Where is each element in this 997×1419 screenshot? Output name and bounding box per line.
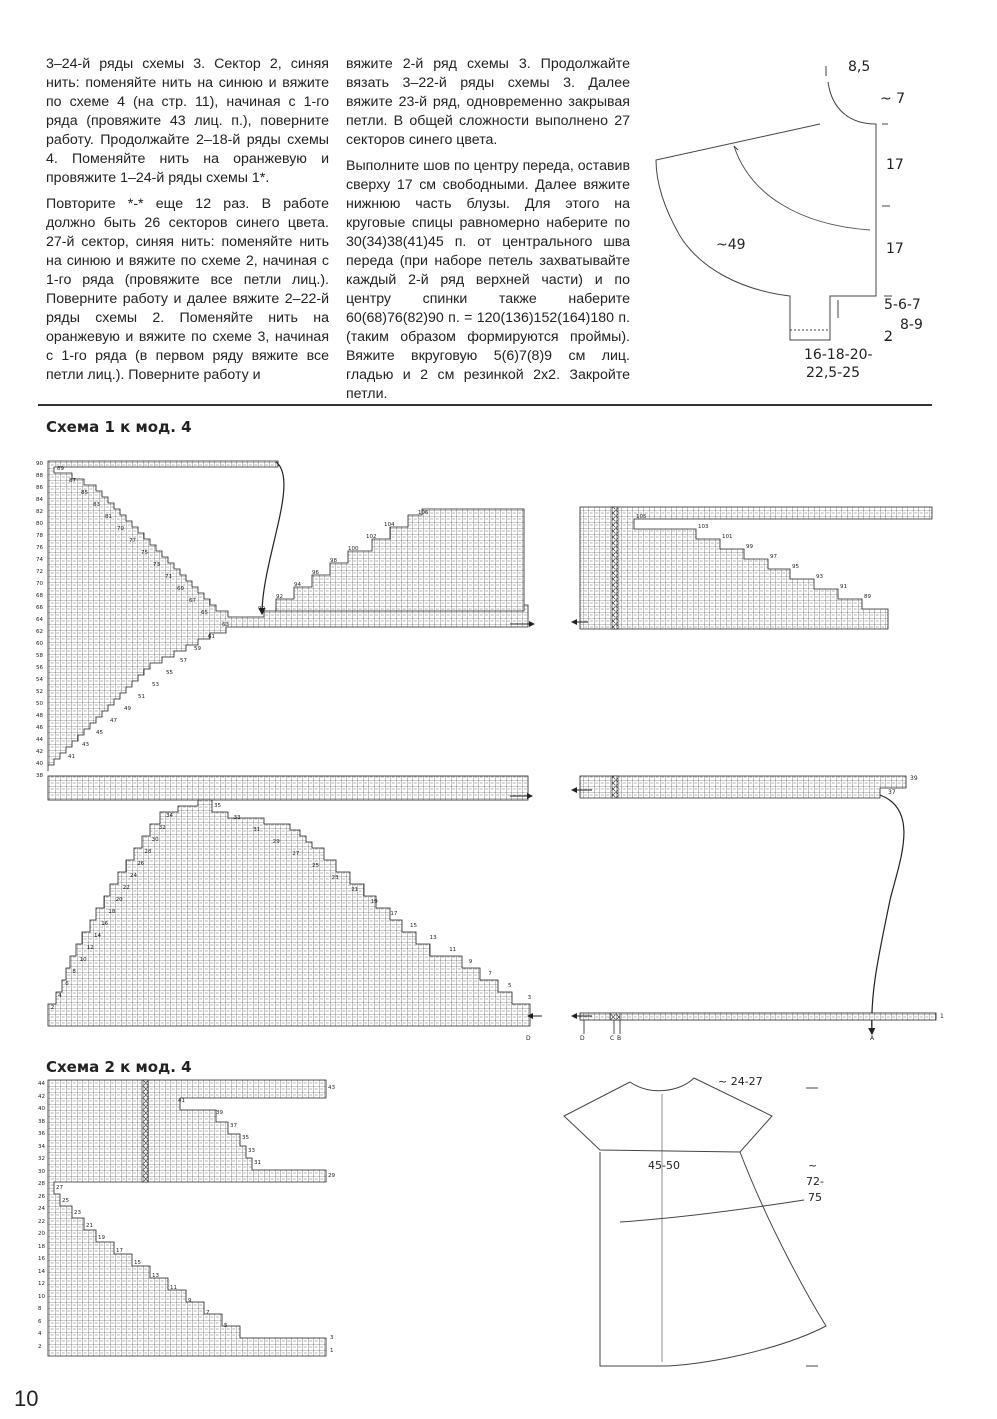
- row-number-label: 50: [36, 701, 43, 707]
- row-number-label: 105: [636, 514, 647, 520]
- paragraph: 3–24-й ряды схемы 3. Сектор 2, синяя нить: поменяйте нить на синюю и вяжите по схеме 4 (на стр. 11), начиная с 1-го ряда (провяжите 43 лиц. п.), поверните работу. Продолжайте 2–18-й ряды схемы 4. Поменяйте нить на оранжевую и провяжите 1–24-й ряды схемы 1*.: [46, 56, 329, 186]
- row-number-label: 29: [328, 1172, 335, 1179]
- row-number-label: 20: [115, 897, 123, 903]
- row-number-label: 97: [770, 554, 777, 560]
- row-number-label: 12: [86, 945, 94, 951]
- dimension-label: ~ 7: [880, 91, 906, 107]
- row-number-label: 38: [36, 773, 43, 779]
- row-number-label: 83: [93, 502, 100, 508]
- row-number-label: 106: [418, 510, 429, 516]
- chart-marker-label: A: [870, 1035, 875, 1042]
- chart-marker-label: D: [526, 1035, 531, 1042]
- paragraph: Повторите *-* еще 12 раз. В работе должно быть 26 секторов синего цвета. 27-й сектор, синяя нить: поменяйте нить на синюю и вяжите по схеме 2, начиная с 1-го ряда (провяжите все петли лиц.). Поверните работу и далее вяжите 2–22-й ряды схемы 2. Поменяйте нить на оранжевую и вяжите по схеме 3, начиная с 1-го ряда (в первом ряду вяжите все петли лиц.). Поверните работу и: [46, 196, 329, 383]
- row-number-label: 64: [36, 617, 43, 623]
- row-number-label: 32: [38, 1156, 45, 1162]
- row-number-label: 21: [351, 887, 359, 893]
- row-number-label: 4: [38, 1331, 42, 1337]
- row-number-label: 84: [36, 497, 43, 503]
- row-number-label: 54: [36, 677, 43, 683]
- row-number-label: 48: [36, 713, 43, 719]
- row-number-label: 6: [65, 981, 69, 987]
- row-number-label: 33: [248, 1147, 255, 1154]
- schematic-2: [564, 1075, 826, 1366]
- row-number-label: 55: [166, 670, 173, 676]
- row-number-label: 82: [36, 509, 43, 515]
- row-number-label: 27: [56, 1185, 63, 1191]
- row-number-label: 75: [141, 550, 148, 556]
- dimension-label: 8,5: [848, 59, 871, 75]
- row-number-label: 93: [816, 574, 823, 580]
- row-number-label: 100: [348, 546, 359, 552]
- row-number-label: 89: [57, 466, 64, 472]
- row-number-label: 15: [134, 1260, 141, 1266]
- dimension-label: 16-18-20-: [804, 347, 873, 363]
- row-number-label: 72: [36, 569, 43, 575]
- row-number-label: 2: [50, 1005, 55, 1011]
- row-number-label: 13: [429, 935, 437, 941]
- dimension-label: ~: [808, 1159, 818, 1172]
- row-number-label: 37: [888, 789, 896, 796]
- row-number-label: 40: [38, 1106, 45, 1112]
- row-number-label: 90: [36, 461, 43, 467]
- dimension-label: 8-9: [900, 317, 923, 333]
- dimension-label: 22,5-25: [806, 365, 861, 381]
- row-number-label: 99: [746, 544, 753, 550]
- row-number-label: 44: [36, 737, 43, 743]
- row-number-label: 33: [233, 815, 241, 821]
- row-number-label: 40: [36, 761, 43, 767]
- row-number-label: 52: [36, 689, 43, 695]
- row-number-label: 10: [38, 1293, 45, 1300]
- row-number-label: 28: [38, 1181, 45, 1187]
- row-number-label: 23: [74, 1210, 81, 1216]
- row-number-label: 44: [38, 1081, 45, 1087]
- row-number-label: 24: [130, 873, 137, 879]
- row-number-label: 23: [331, 875, 339, 881]
- dimension-label: 45-50: [648, 1159, 680, 1172]
- chart-marker-label: D: [580, 1035, 585, 1042]
- row-number-label: 101: [722, 534, 733, 540]
- row-number-label: 37: [230, 1122, 237, 1129]
- row-number-label: 12: [38, 1281, 45, 1287]
- scheme1-chart-left: [48, 461, 542, 1026]
- row-number-label: 2: [38, 1343, 42, 1350]
- row-number-label: 5: [224, 1322, 228, 1329]
- row-number-label: 19: [370, 899, 378, 905]
- row-number-label: 63: [222, 622, 229, 628]
- row-number-label: 26: [38, 1193, 45, 1200]
- row-number-label: 6: [38, 1318, 42, 1325]
- row-number-label: 16: [38, 1256, 45, 1262]
- row-number-label: 39: [216, 1110, 223, 1116]
- dimension-label: 5-6-7: [884, 297, 921, 313]
- row-number-label: 96: [312, 570, 319, 576]
- dimension-label: 2: [884, 329, 893, 345]
- row-number-label: 95: [792, 564, 799, 570]
- row-number-label: 91: [840, 584, 847, 590]
- row-number-label: 35: [242, 1135, 249, 1141]
- row-number-label: 10: [79, 957, 87, 963]
- row-number-label: 19: [98, 1235, 105, 1241]
- row-number-label: 98: [330, 558, 337, 564]
- row-number-label: 89: [864, 594, 871, 600]
- row-number-label: 5: [508, 983, 512, 989]
- chart-marker-label: C: [610, 1035, 615, 1042]
- row-number-label: 1: [330, 1347, 334, 1354]
- row-number-label: 104: [384, 522, 395, 528]
- row-number-label: 26: [137, 861, 145, 867]
- row-number-label: 22: [38, 1218, 45, 1225]
- row-number-label: 8: [72, 969, 76, 975]
- row-number-label: 29: [272, 839, 280, 845]
- dimension-label: 75: [808, 1191, 822, 1204]
- row-number-label: 13: [152, 1272, 159, 1279]
- row-number-label: 24: [38, 1206, 45, 1212]
- row-number-label: 92: [276, 594, 283, 600]
- row-number-label: 14: [38, 1268, 45, 1275]
- row-number-label: 38: [38, 1118, 45, 1125]
- row-number-label: 27: [292, 851, 300, 857]
- row-number-label: 65: [201, 610, 208, 616]
- row-number-label: 32: [158, 825, 166, 831]
- row-number-label: 51: [138, 694, 145, 700]
- row-number-label: 9: [468, 959, 473, 965]
- dimension-label: ~ 24-27: [718, 1075, 763, 1088]
- row-number-label: 86: [36, 485, 43, 491]
- row-number-label: 28: [144, 849, 152, 855]
- row-number-label: 41: [68, 754, 75, 760]
- dimension-label: 17: [886, 157, 904, 173]
- row-number-label: 62: [36, 629, 43, 635]
- row-number-label: 36: [38, 1131, 45, 1137]
- row-number-label: 43: [328, 1085, 335, 1091]
- paragraph: вяжите 2-й ряд схемы 3. Продолжайте вязать 3–22-й ряды схемы 3. Далее вяжите 23-й ряд, одновременно закрывая петли. В общей сложности выполнено 27 секторов синего цвета.: [346, 56, 630, 148]
- row-number-label: 59: [194, 646, 201, 652]
- row-number-label: 21: [86, 1222, 93, 1229]
- row-number-label: 42: [38, 1093, 45, 1100]
- row-number-label: 68: [36, 593, 43, 599]
- scheme1-heading: Схема 1 к мод. 4: [46, 418, 192, 436]
- row-number-label: 87: [69, 478, 76, 484]
- row-number-label: 30: [38, 1168, 45, 1175]
- row-number-label: 67: [189, 598, 196, 604]
- row-number-label: 35: [214, 803, 221, 809]
- row-number-label: 57: [180, 658, 187, 664]
- row-number-label: 3: [330, 1335, 334, 1341]
- row-number-label: 14: [94, 933, 101, 939]
- row-number-label: 74: [36, 557, 43, 563]
- row-number-label: 30: [151, 837, 159, 843]
- row-number-label: 81: [105, 514, 112, 520]
- dimension-label: ~49: [716, 237, 746, 253]
- row-number-label: 18: [38, 1243, 45, 1250]
- dimension-label: 17: [886, 241, 904, 257]
- row-number-label: 3: [527, 995, 532, 1001]
- row-number-label: 9: [188, 1297, 192, 1304]
- row-number-label: 17: [116, 1247, 123, 1254]
- row-number-label: 20: [38, 1231, 45, 1237]
- row-number-label: 17: [390, 911, 398, 917]
- row-number-label: 11: [170, 1285, 177, 1291]
- row-number-label: 58: [36, 653, 43, 659]
- row-number-label: 31: [253, 827, 261, 833]
- row-number-label: 8: [38, 1306, 42, 1312]
- row-number-label: 66: [36, 605, 43, 611]
- row-number-label: 71: [165, 574, 172, 580]
- row-number-label: 60: [36, 641, 43, 647]
- page-number: 10: [14, 1386, 39, 1411]
- row-number-label: 41: [178, 1097, 185, 1104]
- row-number-label: 88: [36, 473, 43, 479]
- row-number-label: 94: [294, 582, 301, 588]
- row-number-label: 49: [124, 706, 131, 712]
- chart-marker-label: B: [617, 1035, 622, 1042]
- row-number-label: 34: [166, 813, 173, 819]
- dimension-label: 72-: [806, 1175, 824, 1188]
- row-number-label: 90: [258, 606, 265, 612]
- row-number-label: 61: [208, 634, 215, 640]
- row-number-label: 46: [36, 725, 43, 731]
- row-number-label: 4: [58, 993, 62, 999]
- row-number-label: 79: [117, 526, 124, 532]
- row-number-label: 76: [36, 545, 43, 551]
- row-number-label: 31: [254, 1160, 261, 1166]
- row-number-label: 102: [366, 534, 377, 540]
- row-number-label: 34: [38, 1143, 45, 1150]
- row-number-label: 78: [36, 533, 43, 539]
- row-number-label: 39: [910, 775, 918, 782]
- row-number-label: 45: [96, 730, 103, 736]
- row-number-label: 18: [108, 909, 116, 915]
- row-number-label: 7: [488, 971, 492, 977]
- row-number-label: 22: [122, 885, 130, 891]
- row-number-label: 70: [36, 581, 43, 587]
- row-number-label: 25: [312, 863, 319, 869]
- row-number-label: 53: [152, 682, 159, 688]
- schematic-1: [656, 66, 892, 340]
- row-number-label: 103: [698, 524, 709, 530]
- row-number-label: 1: [940, 1013, 944, 1020]
- scheme2-chart: [48, 1080, 326, 1356]
- row-number-label: 25: [62, 1197, 69, 1204]
- row-number-label: 16: [101, 921, 109, 927]
- row-number-label: 77: [129, 538, 136, 544]
- row-number-label: 85: [81, 490, 88, 496]
- row-number-label: 15: [410, 923, 417, 929]
- row-number-label: 11: [449, 947, 457, 953]
- row-number-label: 73: [153, 562, 160, 568]
- row-number-label: 42: [36, 749, 43, 755]
- paragraph: Выполните шов по центру переда, оставив сверху 17 см свободными. Далее вяжите нижнюю часть блузы. Для этого на круговые спицы равномерно наберите по 30(34)38(41)45 п. от центрального шва переда (при наборе петель захватывайте каждый 2-й ряд верхней части) и по центру спинки также наберите 60(68)76(82)90 п. = 120(136)152(164)180 п. (таким образом формируются проймы). Вяжите вкруговую 5(6)7(8)9 см лиц. гладью и 2 см резинкой 2х2. Закройте петли.: [346, 158, 630, 402]
- row-number-label: 47: [110, 718, 117, 724]
- row-number-label: 56: [36, 665, 43, 671]
- scheme1-chart-right: [572, 507, 936, 1034]
- row-number-label: 69: [177, 586, 184, 592]
- scheme2-heading: Схема 2 к мод. 4: [46, 1058, 192, 1076]
- row-number-label: 43: [82, 742, 89, 748]
- row-number-label: 7: [206, 1310, 210, 1316]
- row-number-label: 80: [36, 521, 43, 527]
